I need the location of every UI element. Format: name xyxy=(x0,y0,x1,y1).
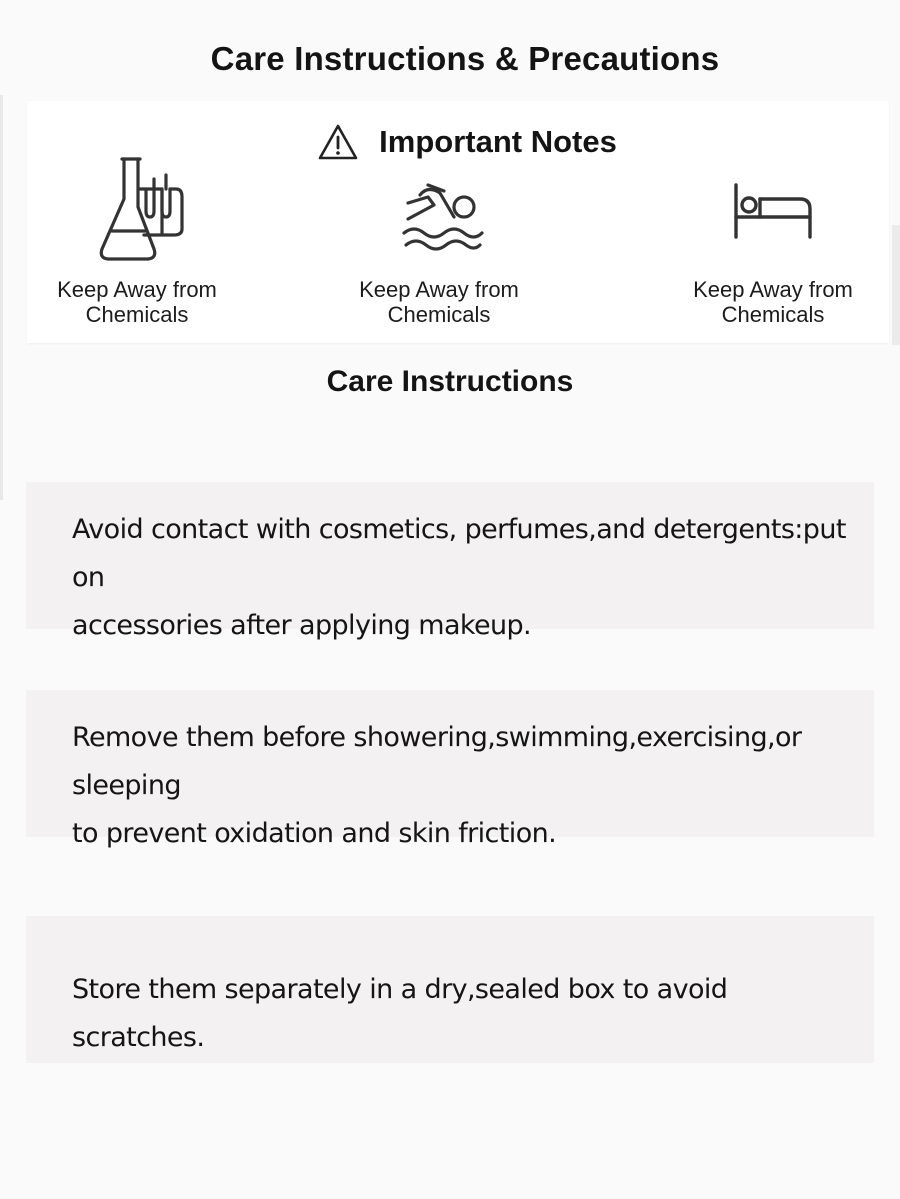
instruction-card-cosmetics: Avoid contact with cosmetics, perfumes,and detergents:put on accessories after applying makeup. xyxy=(26,482,874,629)
left-edge-shadow xyxy=(0,95,3,500)
important-notes-panel xyxy=(27,101,889,343)
note-item-bed xyxy=(663,155,883,327)
right-edge-shadow xyxy=(892,225,900,345)
note-label-bed: Keep Away from Chemicals xyxy=(693,277,853,327)
page-title: Care Instructions & Precautions xyxy=(210,40,720,77)
instruction-card-remove: Remove them before showering,swimming,exercising,or sleeping to prevent oxidation and skin friction. xyxy=(26,690,874,837)
chemicals-flask-icon xyxy=(82,155,192,267)
swimming-icon xyxy=(384,155,494,267)
note-item-swimming xyxy=(329,155,549,327)
note-label-swimming: Keep Away from Chemicals xyxy=(359,277,519,327)
bed-icon xyxy=(718,155,828,267)
note-item-chemicals xyxy=(27,155,247,327)
instruction-card-storage: Store them separately in a dry,sealed box to avoid scratches. xyxy=(26,916,874,1063)
care-instructions-heading: Care Instructions xyxy=(326,365,574,398)
important-notes-heading: Important Notes xyxy=(379,124,617,159)
note-label-chemicals: Keep Away from Chemicals xyxy=(57,277,217,327)
